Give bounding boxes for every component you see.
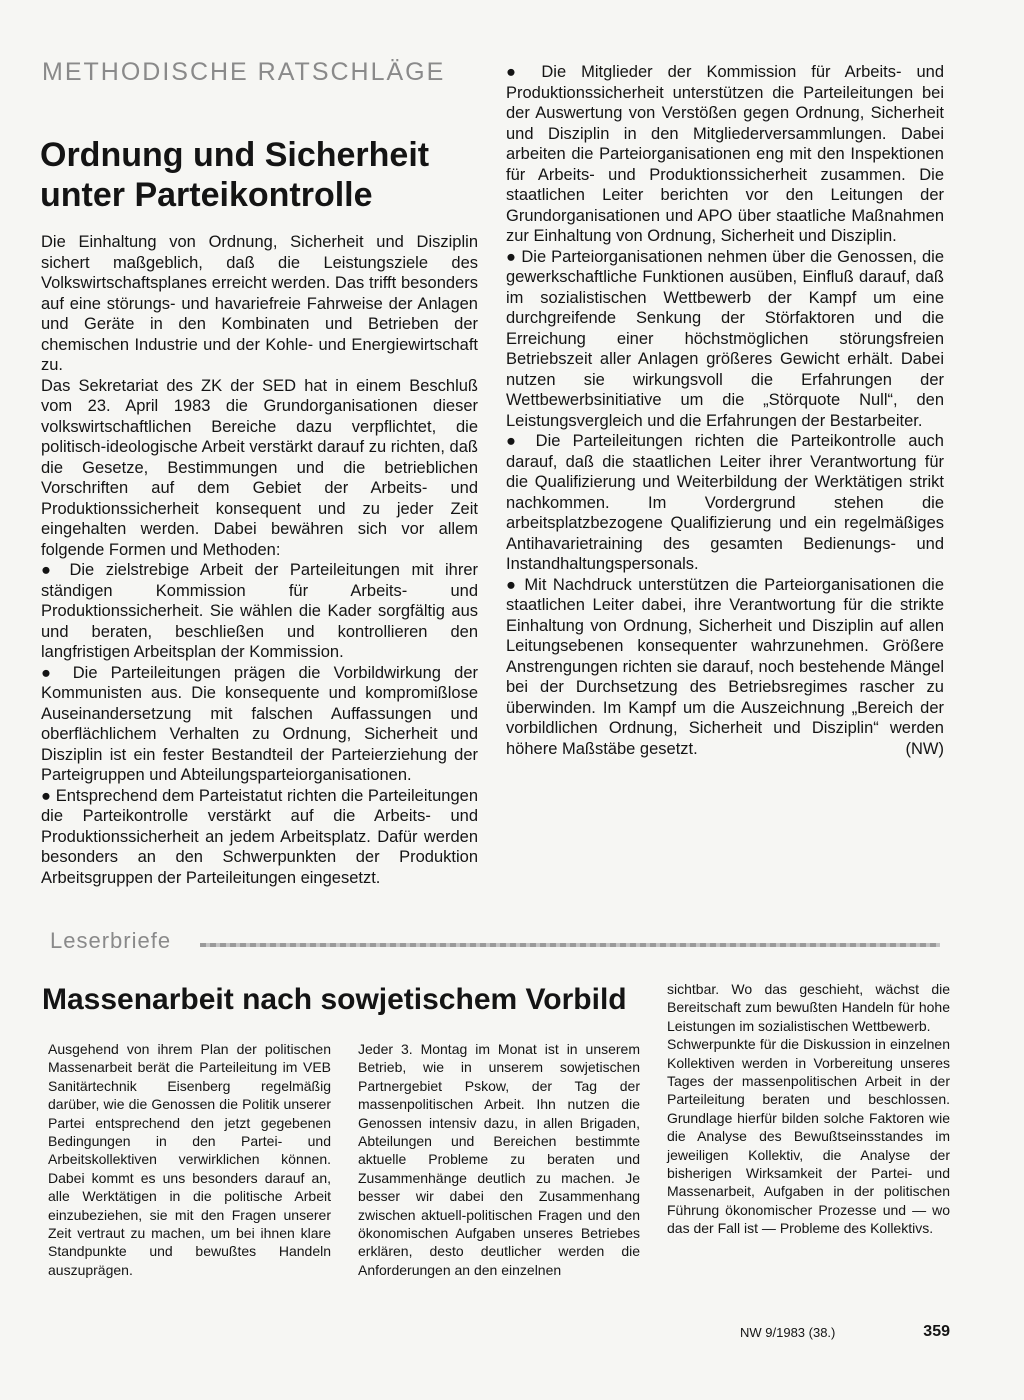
paragraph: Schwerpunkte für die Diskussion in einzelnen Kollektiven werden in Vorbereitung unseres Tages der massenpolitischen Arbeit in der Parteileitung beraten und beschlossen. Grundlage hierfür bilden solche Faktoren wie die Analyse des Bewußtseinsstandes im jeweiligen Kollektiv, die Analyse der bisherigen Wirksamkeit der Partei- und Massenarbeit, Aufgaben in der politischen Führung ökonomischer Prozesse und — wo das der Fall ist — Probleme des Kollektivs. [667,1036,950,1237]
page-number: 359 [923,1323,950,1340]
paragraph: sichtbar. Wo das geschieht, wächst die Bereitschaft zum bewußten Handeln für hohe Leistungen im sozialistischen Wettbewerb. [667,981,950,1034]
bullet-paragraph [506,575,944,760]
section-divider [200,943,940,947]
paragraph: Jeder 3. Montag im Monat ist in unserem Betrieb, wie in unserem sowjetischen Partnergebiet Pskow, der Tag der massenpolitischen Arbeit. Ihn nutzen die Genossen intensiv dazu, in allen Brigaden, Abteilungen und Bereichen bestimmte aktuelle Probleme zu beraten und Zusammenhänge deutlich zu machen. Je besser wir dabei den Zusammenhang zwischen aktuell-politischen Fragen und den ökonomischen Aufgaben unseres Betriebes erklären, desto deutlicher werden die Anforderungen an den einzelnen [358,1041,640,1278]
author-signature: (NW) [905,739,944,758]
bullet-paragraph: ● Die Parteiorganisationen nehmen über die Genossen, die gewerkschaftliche Funktionen ausüben, Einfluß darauf, daß im sozialistischen Wettbewerb der Kampf um eine durchgreifende Senkung der Störfaktoren und die Erreichung einer höchstmöglichen störungsfreien Betriebszeit aller Anlagen größeres Gewicht erhält. Dabei nutzen sie wirkungsvoll die Erfahrungen der Wettbewerbsinitiative um die „Störquote Null“, den Leistungsvergleich und die Erfahrungen der Bestarbeiter. [506,247,944,432]
paragraph-text: Mit Nachdruck unterstützen die Parteiorganisationen die staatlichen Leiter dabei, ihre Verantwortung für die strikte Einhaltung von Ordnung, Sicherheit und Disziplin auf allen Leitungsebenen konsequenter wahrzunehmen. Größere Anstrengungen richten sie darauf, noch bestehende Mängel bei der Durchsetzung des Betriebsregimes rascher zu überwinden. Im Kampf um die Auszeichnung „Bereich der vorbildlichen Ordnung, Sicherheit und Disziplin“ werden höhere Maßstäbe gesetzt. [506,575,944,758]
section-header [50,928,950,958]
letter-column-1 [48,1040,331,1279]
article-column-left [41,232,478,888]
letter-column-2 [358,1040,640,1279]
bullet-paragraph: ● Die Mitglieder der Kommission für Arbeits- und Produktionssicherheit unterstützen die Parteileitungen bei der Auswertung von Verstößen gegen Ordnung, Sicherheit und Disziplin in den Mitgliederversammlungen. Dabei arbeiten die Parteiorganisationen eng mit den Inspektionen für Arbeits- und Produktionssicherheit zusammen. Die staatlichen Leiter berichten vor den Leitungen der Grundorganisationen und APO über staatliche Maßnahmen zur Einhaltung von Ordnung, Sicherheit und Disziplin. [506,62,944,247]
paragraph: Das Sekretariat des ZK der SED hat in einem Beschluß vom 23. April 1983 die Grundorganisationen dieser volkswirtschaftlichen Bereiche dazu verpflichtet, die politisch-ideologische Arbeit verstärkt darauf zu richten, daß die Gesetze, Bestimmungen und die betrieblichen Vorschriften auf dem Gebiet der Arbeits- und Produktionssicherheit konsequent und zu jeder Zeit eingehalten werden. Dabei bewähren sich vor allem folgende Formen und Methoden: [41,376,478,559]
page-footer [740,1323,950,1343]
bullet-paragraph: ● Entsprechend dem Parteistatut richten die Parteileitungen die Parteikontrolle verstärkt auf die Arbeits- und Produktionssicherheit an jedem Arbeitsplatz. Dafür werden besonders an den Schwerpunkten der Produktion Arbeitsgruppen der Parteileitungen eingesetzt. [41,786,478,889]
bullet-paragraph: ● Die Parteileitungen richten die Parteikontrolle auch darauf, daß die staatlichen Leiter ihrer Verantwortung für die Qualifizierung und Weiterbildung der Werktätigen strikt nachkommen. Im Vordergrund stehen die arbeitsplatzbezogene Qualifizierung und ein regelmäßiges Antihavarietraining des gesamten Bedienungs- und Instandhaltungspersonals. [506,431,944,575]
section-label: Leserbriefe [50,928,172,953]
paragraph: Die Einhaltung von Ordnung, Sicherheit und Disziplin sichert maßgeblich, daß die Leistungsziele des Volkswirtschaftsplanes erreicht werden. Das trifft besonders auf eine störungs- und havariefreie Fahrweise der Anlagen und Geräte in den Kombinaten und Betrieben der chemischen Industrie und der Kohle- und Energiewirtschaft zu. [41,233,478,374]
bullet-paragraph: ● Die Parteileitungen prägen die Vorbildwirkung der Kommunisten aus. Die konsequente und kompromißlose Auseinandersetzung mit falschen Auffassungen und oberflächlichem Verhalten zu Ordnung, Sicherheit und Disziplin ist ein fester Bestandteil der Parteierziehung der Parteigruppen und Abteilungsparteiorganisationen. [41,663,478,786]
rubric-heading: METHODISCHE RATSCHLÄGE [42,58,446,86]
letter-headline: Massenarbeit nach sowjetischem Vorbild [42,983,627,1016]
article-column-right [506,62,944,759]
paragraph: Ausgehend von ihrem Plan der politischen Massenarbeit berät die Parteileitung im VEB Sanitärtechnik Eisenberg regelmäßig darüber, wie die Genossen die Politik unserer Partei entsprechend den jetzt gegebenen Bedingungen in den Partei- und Arbeitskollektiven verwirklichen können. Dabei kommt es uns besonders darauf an, alle Werktätigen in die politische Arbeit einzubeziehen, sie mit den Fragen unserer Zeit vertraut zu machen, um bei ihnen klare Standpunkte und bewußtes Handeln auszuprägen. [48,1041,331,1278]
issue-label: NW 9/1983 (38.) [740,1325,836,1340]
article-headline: Ordnung und Sicherheit unter Parteikontrolle [40,136,430,214]
bullet-paragraph: ● Die zielstrebige Arbeit der Parteileitungen mit ihrer ständigen Kommission für Arbeits- und Produktionssicherheit. Sie wählen die Kader sorgfältig aus und beraten, beschließen und kontrollieren den langfristigen Arbeitsplan der Kommission. [41,560,478,663]
letter-column-3 [667,980,950,1238]
